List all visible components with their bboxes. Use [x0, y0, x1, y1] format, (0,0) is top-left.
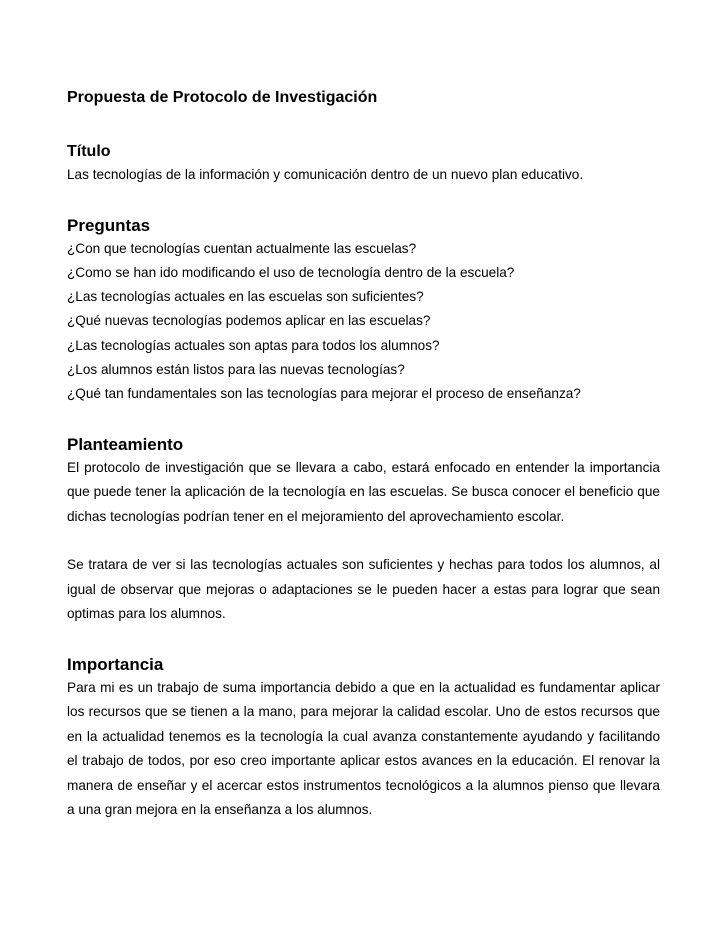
- document-title: Propuesta de Protocolo de Investigación: [67, 89, 378, 106]
- importancia-paragraph: Para mi es un trabajo de suma importancia debido a que en la actualidad es fundamentar aplicar los recursos que se tienen a la mano, para mejorar la calidad escolar. Uno de estos recursos que en la actualidad tenemos es la tecnología la cual avanza constantemente ayudando y facilitando el trabajo de todos, por eso creo importante aplicar estos avances en la educación. El renovar la manera de enseñar y el acercar estos instrumentos tecnológicos a la alumnos pienso que llevara a una gran mejora en la enseñanza a los alumnos.: [67, 679, 660, 818]
- importancia-heading: Importancia: [67, 654, 164, 674]
- titulo-heading: Título: [67, 143, 111, 160]
- section-preguntas: [67, 216, 660, 407]
- pregunta-item: ¿Qué nuevas tecnologías podemos aplicar en las escuelas?: [67, 313, 431, 329]
- titulo-text: Las tecnologías de la información y comunicación dentro de un nuevo plan educativo.: [67, 167, 584, 182]
- pregunta-item: ¿Las tecnologías actuales son aptas para todos los alumnos?: [67, 337, 440, 353]
- pregunta-item: ¿Como se han ido modificando el uso de tecnología dentro de la escuela?: [67, 264, 515, 280]
- preguntas-heading: Preguntas: [67, 215, 151, 235]
- planteamiento-heading: Planteamiento: [67, 434, 184, 454]
- spacer: [67, 188, 660, 216]
- planteamiento-paragraph-2: Se tratara de ver si las tecnologías actuales son suficientes y hechas para todos los alumnos, al igual de observar que mejoras o adaptaciones se le pueden hacer a estas para lograr que sean optimas para los alumnos.: [67, 557, 660, 622]
- section-planteamiento: [67, 435, 660, 627]
- pregunta-item: ¿Qué tan fundamentales son las tecnologías para mejorar el proceso de enseñanza?: [67, 386, 581, 402]
- spacer: [67, 407, 660, 435]
- document-page: [67, 88, 660, 823]
- pregunta-item: ¿Las tecnologías actuales en las escuelas son suficientes?: [67, 289, 424, 305]
- pregunta-item: ¿Los alumnos están listos para las nuevas tecnologías?: [67, 361, 405, 377]
- spacer: [67, 529, 660, 553]
- section-importancia: [67, 655, 660, 823]
- preguntas-list: [67, 237, 660, 407]
- section-titulo: [67, 142, 660, 188]
- pregunta-item: ¿Con que tecnologías cuentan actualmente las escuelas?: [67, 240, 417, 256]
- planteamiento-paragraph-1: El protocolo de investigación que se llevara a cabo, estará enfocado en entender la importancia que puede tener la aplicación de la tecnología en las escuelas. Se busca conocer el beneficio que dichas tecnologías podrían tener en el mejoramiento del aprovechamiento escolar.: [67, 459, 660, 524]
- spacer: [67, 627, 660, 655]
